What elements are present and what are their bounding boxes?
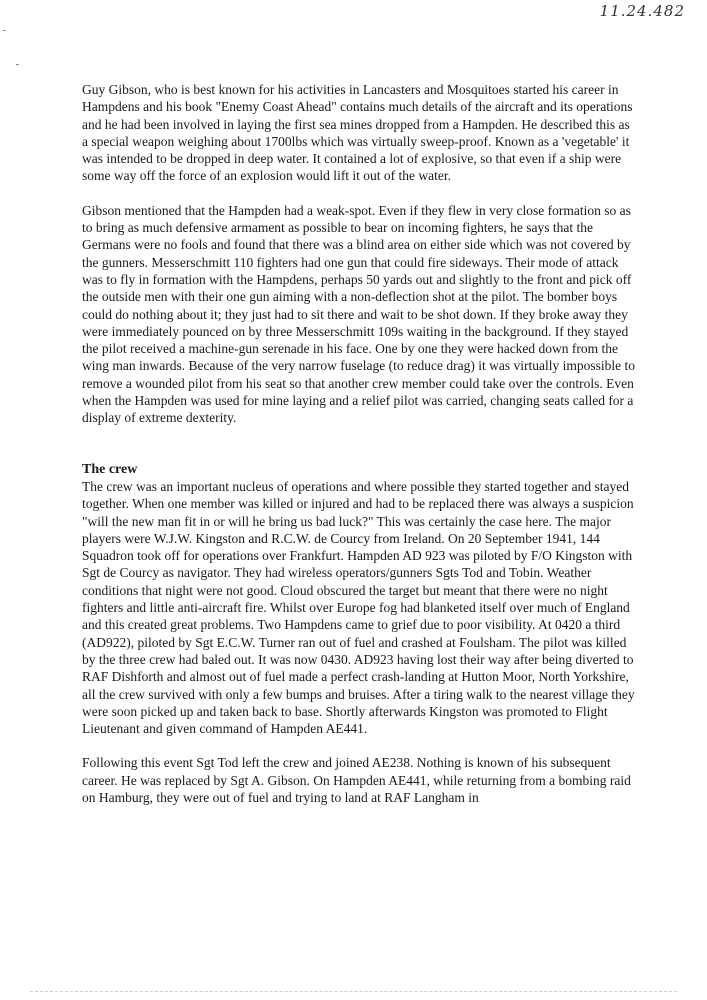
paragraph-crew: The crew was an important nucleus of operations and where possible they started together and stayed together. When one member was killed or injured and had to be replaced there was always a suspicion "will the new man fit in or will he bring us bad luck?" This was certainly the case here. The major players were W.J.W. Kingston and R.C.W. de Courcy from Ireland. On 20 September 1941, 144 Squadron took off for operations over Frankfurt. Hampden AD 923 was piloted by F/O Kingston with Sgt de Courcy as navigator. They had wireless operators/gunners Sgts Tod and Tobin. Weather conditions that night were not good. Cloud obscured the target but meant that there were no night fighters and little anti-aircraft fire. Whilst over Europe fog had blanketed itself over much of England and this created great problems. Two Hampdens came to grief due to poor visibility. At 0420 a third (AD922), piloted by Sgt E.C.W. Turner ran out of fuel and crashed at Foulsham. The pilot was killed by the three crew had baled out. It was now 0430. AD923 having lost their way after being diverted to RAF Dishforth and almost out of fuel made a perfect crash-landing at Hutton Moor, North Yorkshire, all the crew survived with only a few bumps and bruises. After a tiring walk to the nearest village they were soon picked up and taken back to base. Shortly afterwards Kingston was promoted to Flight Lieutenant and given command of Hampden AE441. — [82, 478, 635, 737]
document-body — [82, 81, 638, 806]
paragraph-following-event: Following this event Sgt Tod left the crew and joined AE238. Nothing is known of his subsequent career. He was replaced by Sgt A. Gibson. On Hampden AE441, while returning from a bombing raid on Hamburg, they were out of fuel and trying to land at RAF Langham in — [82, 755, 631, 805]
paragraph-gibson-intro: Guy Gibson, who is best known for his activities in Lancasters and Mosquitoes started his career in Hampdens and his book "Enemy Coast Ahead" contains much details of the aircraft and its operations and he had been involved in laying the first sea mines dropped from a Hampden. He described this as a special weapon weighing about 1700lbs which was virtually sweep-proof. Known as a 'vegetable' it was intended to be dropped in deep water. It contained a lot of explosive, so that even if a ship were some way off the force of an explosion would lift it out of the water. — [82, 82, 633, 184]
scan-mark — [16, 64, 19, 65]
page-reference-number: 11.24.482 — [599, 2, 685, 20]
scan-footer-artifact — [30, 991, 677, 993]
section-heading-crew: The crew — [82, 461, 138, 477]
paragraph-weak-spot: Gibson mentioned that the Hampden had a weak-spot. Even if they flew in very close formation so as to bring as much defensive armament as possible to bear on incoming fighters, he says that the Germans were no fools and found that there was a blind area on either side which was not covered by the gunners. Messerschmitt 110 fighters had one gun that could fire sideways. Their mode of attack was to fly in formation with the Hampdens, perhaps 50 yards out and slightly to the front and pick off the outside men with their one gun aiming with a non-deflection shot at the pilot. The bomber boys could do nothing about it; they just had to sit there and wait to be shot down. If they broke away they were immediately pounced on by three Messerschmitt 109s waiting in the background. If they stayed the pilot received a machine-gun serenade in his face. One by one they were hacked down from the wing man inwards. Because of the very narrow fuselage (to reduce drag) it was virtually impossible to remove a wounded pilot from his seat so that another crew member could take over the controls. Even when the Hampden was used for mine laying and a relief pilot was carried, changing seats called for a display of extreme dexterity. — [82, 202, 635, 426]
scan-mark — [3, 30, 6, 31]
